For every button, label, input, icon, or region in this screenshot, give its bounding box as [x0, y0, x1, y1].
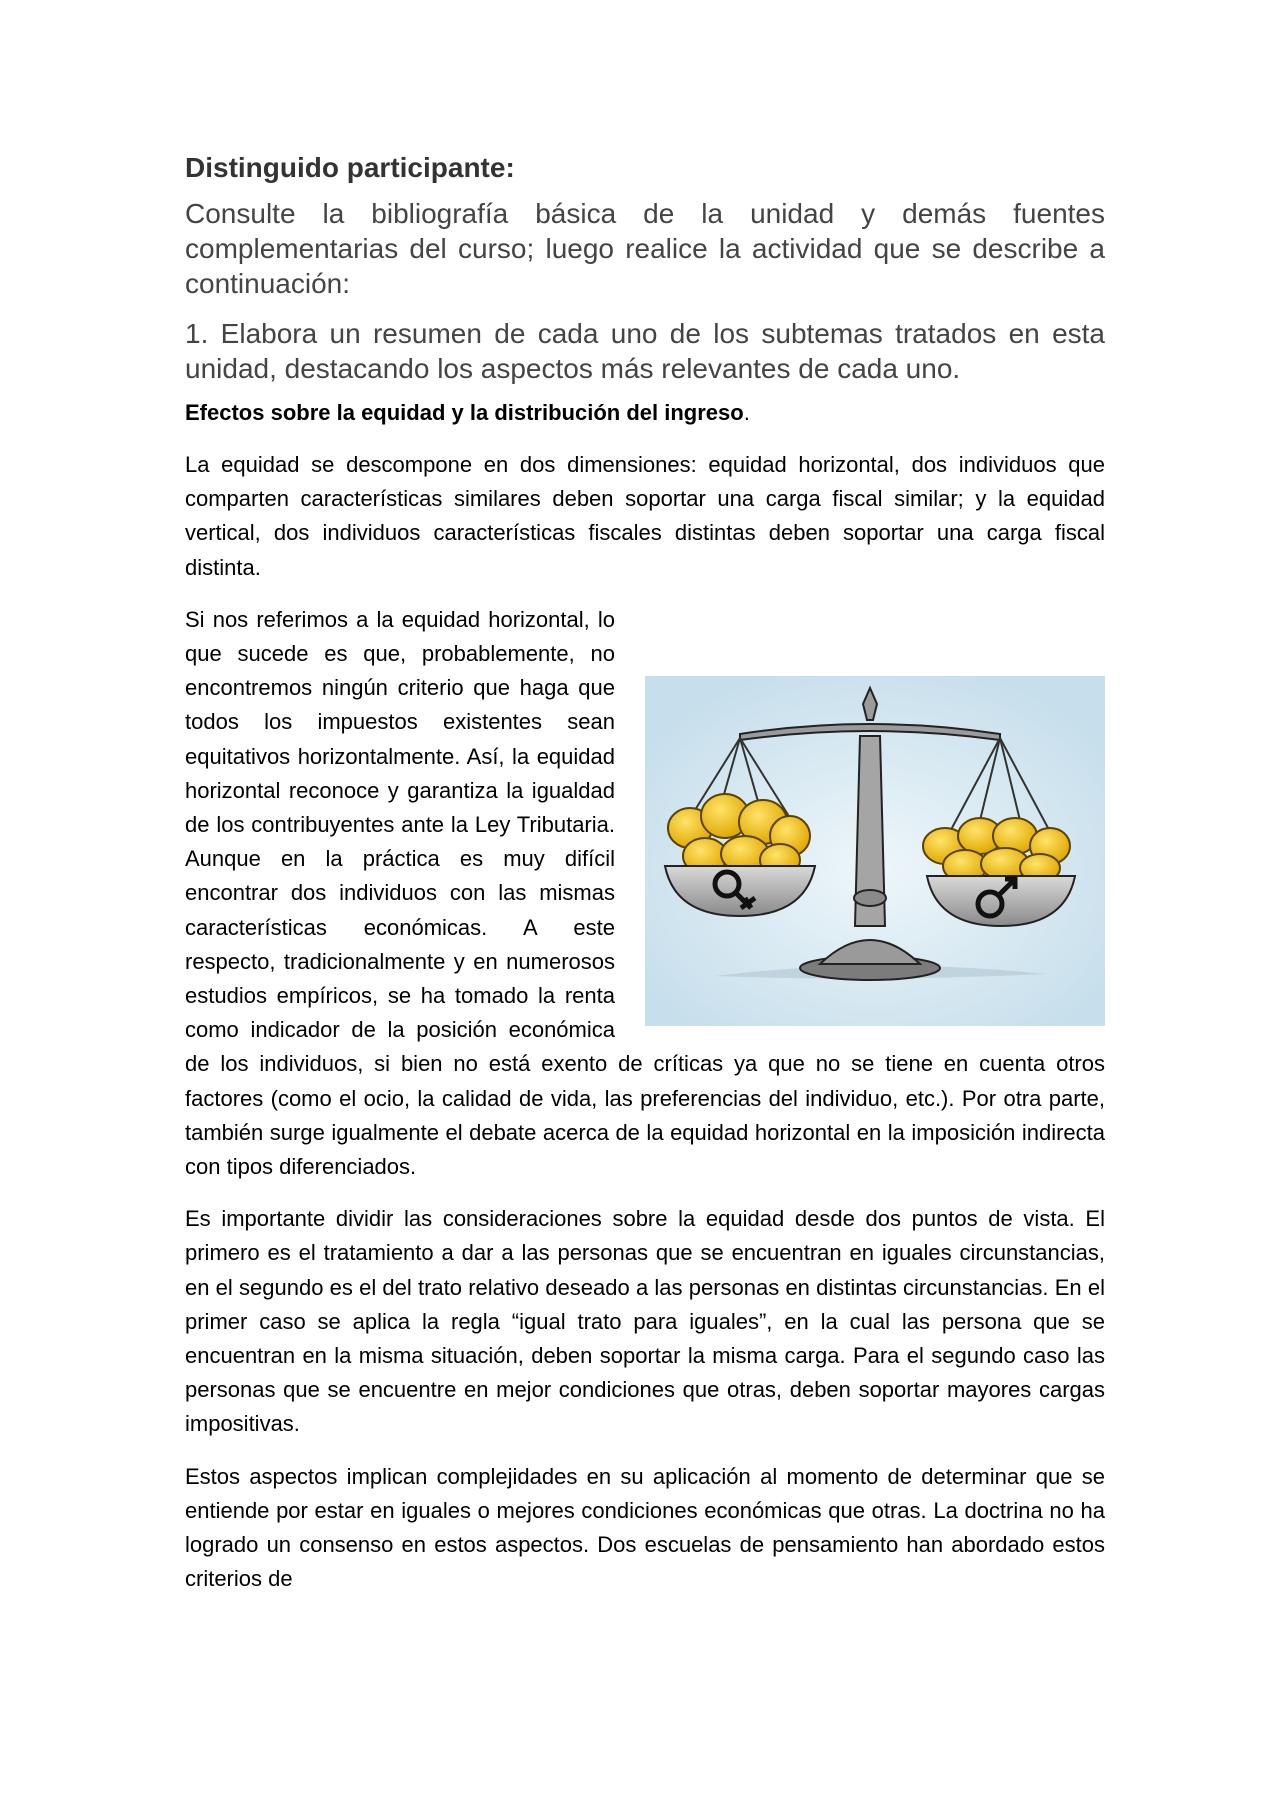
task-item: 1. Elabora un resumen de cada uno de los subtemas tratados en esta unidad, destacando los aspectos más relevantes de cada uno. — [185, 318, 1105, 384]
paragraph-complexities: Estos aspectos implican complejidades en su aplicación al momento de determinar que se entiende por estar en iguales o mejores condiciones económicas que otras. La doctrina no ha logrado un consenso en estos aspectos. Dos escuelas de pensamiento han abordado estos criterios de — [185, 1463, 1105, 1592]
paragraph-equity-dimensions: La equidad se descompone en dos dimensiones: equidad horizontal, dos individuos que comparten características similares deben soportar una carga fiscal similar; y la equidad vertical, dos individuos características fiscales distintas deben soportar una carga fiscal distinta. — [185, 452, 1105, 580]
balance-scale-icon — [645, 676, 1105, 1026]
balance-scale-figure — [645, 676, 1105, 1026]
section-title-text: Efectos sobre la equidad y la distribución del ingreso — [185, 400, 744, 425]
section-title — [185, 398, 1105, 428]
paragraph-horizontal-equity: Si nos referimos a la equidad horizontal, lo que sucede es que, probablemente, no encontremos ningún criterio que haga que todos los impuestos existentes sean equitativos horizontalmente. Así, la equidad horizontal reconoce y garantiza la igualdad de los contribuyentes ante la Ley Tributaria. Aunque en la práctica es muy difícil encontrar dos individuos con las mismas características económicas. A este respecto, tradicionalmente y en numerosos estudios empíricos, se ha tomado la renta como indicador de la posición económica de los individuos, si bien no está exento de críticas ya que no se tiene en cuenta otros factores (como el ocio, la calidad de vida, las preferencias del individuo, etc.). Por otra parte, también surge igualmente el debate acerca de la equidad horizontal en la imposición indirecta con tipos diferenciados. — [185, 606, 1105, 1180]
intro-paragraph: Consulte la bibliografía básica de la unidad y demás fuentes complementarias del curso; luego realice la actividad que se describe a continuación: — [185, 198, 1105, 299]
section-title-suffix: . — [743, 400, 750, 425]
paragraph-viewpoints: Es importante dividir las consideraciones sobre la equidad desde dos puntos de vista. El primero es el tratamiento a dar a las personas que se encuentran en iguales circunstancias, en el segundo es el del trato relativo deseado a las personas en distintas circunstancias. En el primer caso se aplica la regla “igual trato para iguales”, en la cual las persona que se encuentran en la misma situación, deben soportar la misma carga. Para el segundo caso las personas que se encuentre en mejor condiciones que otras, deben soportar mayores cargas impositivas. — [185, 1206, 1105, 1437]
document-page — [185, 150, 1105, 1615]
greeting-heading: Distinguido participante: — [185, 152, 515, 183]
